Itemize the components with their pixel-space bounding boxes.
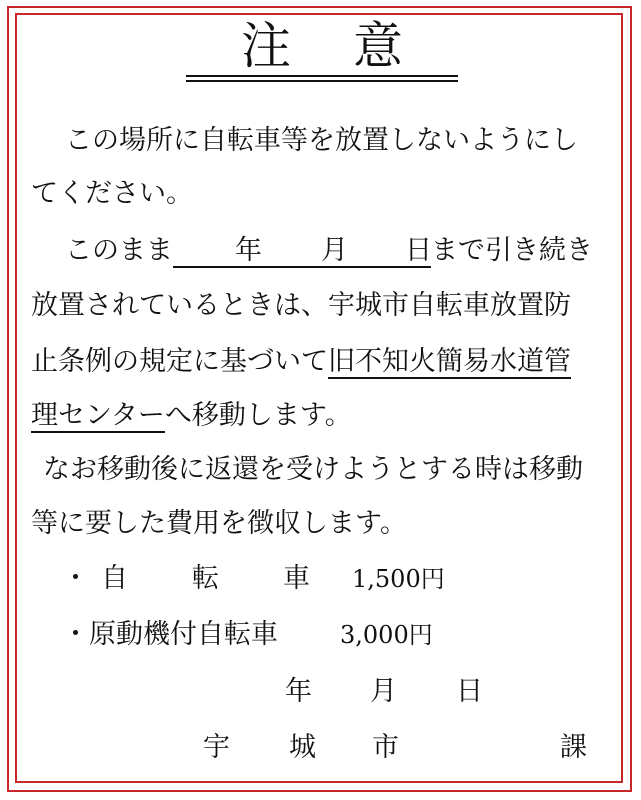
facility-name-part1: 旧不知火簡易水道管	[328, 346, 571, 377]
issuer-char-2: 城	[289, 732, 316, 763]
deadline-month: 月	[321, 235, 348, 266]
para2-line1	[31, 234, 593, 268]
issuer-char-3: 市	[372, 732, 399, 763]
para2-line4-post: へ移動します。	[164, 400, 352, 431]
fee-amount-bicycle: 1,500円	[352, 565, 445, 593]
date-day: 日	[456, 676, 483, 707]
para2-line4	[31, 399, 352, 433]
para3-line2: 等に要した費用を徴収します。	[31, 508, 407, 539]
fee-row-moped	[62, 618, 278, 652]
deadline-year: 年	[235, 235, 262, 266]
fee-bullet: ・	[62, 563, 89, 594]
title-underline-1	[186, 75, 458, 77]
title-char-2: 意	[353, 17, 403, 75]
fee-amount-moped: 3,000円	[340, 621, 433, 649]
deadline-day: 日	[405, 235, 432, 266]
notice-title	[186, 18, 458, 74]
issuer-dept-suffix: 課	[560, 732, 587, 763]
facility-name-part2: 理センター	[31, 400, 165, 431]
bicycle-char-1: 自	[101, 563, 128, 594]
para2-tail1: まで引き続き	[431, 235, 593, 266]
title-char-1: 注	[241, 17, 291, 75]
para2-line3-pre: 止条例の規定に基づいて	[31, 346, 328, 377]
para1-line2: てください。	[31, 178, 193, 209]
bicycle-char-3: 車	[283, 563, 310, 594]
date-year: 年	[285, 676, 312, 707]
para3-line1: なお移動後に返還を受けようとする時は移動	[43, 454, 583, 485]
para2-line2: 放置されているときは、宇城市自転車放置防	[31, 290, 571, 321]
deadline-blank	[173, 236, 431, 268]
para2-line3	[31, 345, 571, 379]
title-underline-2	[186, 80, 458, 82]
para1-line1: この場所に自転車等を放置しないようにし	[65, 125, 578, 156]
date-month: 月	[370, 676, 397, 707]
para2-lead: このまま	[65, 235, 173, 266]
fee-row-bicycle	[62, 562, 310, 596]
fee-bullet: ・	[62, 619, 89, 650]
moped-label: 原動機付自転車	[89, 619, 278, 650]
issuer-char-1: 宇	[203, 732, 230, 763]
bicycle-char-2: 転	[192, 563, 219, 594]
